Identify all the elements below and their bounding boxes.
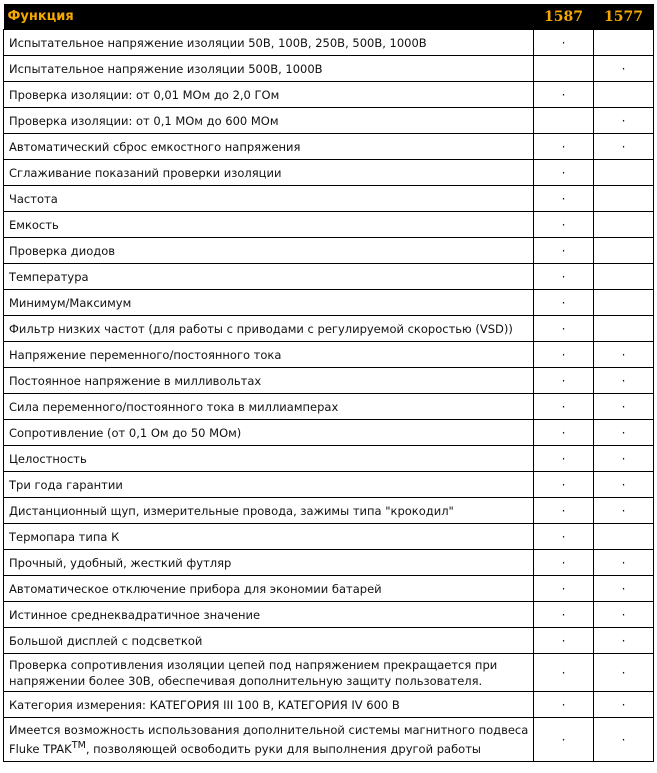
feature-name: Сила переменного/постоянного тока в миллиамперах	[4, 394, 534, 420]
availability-1577: ·	[594, 420, 654, 446]
availability-1587	[534, 56, 594, 82]
availability-1587: ·	[534, 368, 594, 394]
feature-name: Частота	[4, 186, 534, 212]
availability-1577: ·	[594, 692, 654, 718]
availability-1587	[534, 108, 594, 134]
availability-1577: ·	[594, 108, 654, 134]
availability-1577	[594, 316, 654, 342]
availability-1577: ·	[594, 576, 654, 602]
table-row	[4, 472, 654, 498]
availability-1587: ·	[534, 160, 594, 186]
table-row	[4, 56, 654, 82]
feature-comparison-table	[3, 4, 654, 762]
availability-1577	[594, 238, 654, 264]
table-row	[4, 576, 654, 602]
availability-1577: ·	[594, 368, 654, 394]
table-row	[4, 368, 654, 394]
table-row	[4, 238, 654, 264]
availability-1577: ·	[594, 342, 654, 368]
feature-name: Проверка сопротивления изоляции цепей под напряжением прекращается при напряжении более 30В, обеспечивая дополнительную защиту пользователя.	[4, 654, 534, 692]
feature-name: Дистанционный щуп, измерительные провода, зажимы типа "крокодил"	[4, 498, 534, 524]
availability-1587: ·	[534, 394, 594, 420]
feature-name: Проверка диодов	[4, 238, 534, 264]
table-row	[4, 82, 654, 108]
feature-name: Минимум/Максимум	[4, 290, 534, 316]
table-row	[4, 264, 654, 290]
availability-1577: ·	[594, 602, 654, 628]
table-row	[4, 394, 654, 420]
table-row	[4, 718, 654, 762]
availability-1587: ·	[534, 238, 594, 264]
availability-1577	[594, 290, 654, 316]
table-header-row	[4, 4, 654, 30]
availability-1587: ·	[534, 576, 594, 602]
availability-1587: ·	[534, 718, 594, 762]
table-row	[4, 498, 654, 524]
availability-1587: ·	[534, 186, 594, 212]
feature-name: Автоматическое отключение прибора для экономии батарей	[4, 576, 534, 602]
availability-1577: ·	[594, 134, 654, 160]
feature-name: Большой дисплей с подсветкой	[4, 628, 534, 654]
availability-1587: ·	[534, 342, 594, 368]
availability-1587: ·	[534, 290, 594, 316]
availability-1577	[594, 30, 654, 56]
table-row	[4, 212, 654, 238]
availability-1587: ·	[534, 550, 594, 576]
availability-1577: ·	[594, 446, 654, 472]
availability-1587: ·	[534, 628, 594, 654]
table-row	[4, 550, 654, 576]
feature-name: Напряжение переменного/постоянного тока	[4, 342, 534, 368]
feature-name: Сопротивление (от 0,1 Ом до 50 МОм)	[4, 420, 534, 446]
table-row	[4, 134, 654, 160]
feature-name: Проверка изоляции: от 0,01 МОм до 2,0 ГОм	[4, 82, 534, 108]
feature-name: Фильтр низких частот (для работы с приводами с регулируемой скоростью (VSD))	[4, 316, 534, 342]
table-row	[4, 30, 654, 56]
feature-name: Испытательное напряжение изоляции 500В, 1000В	[4, 56, 534, 82]
availability-1577	[594, 264, 654, 290]
availability-1587: ·	[534, 692, 594, 718]
feature-name: Проверка изоляции: от 0,1 МОм до 600 МОм	[4, 108, 534, 134]
availability-1577	[594, 524, 654, 550]
availability-1577: ·	[594, 550, 654, 576]
feature-name: Сглаживание показаний проверки изоляции	[4, 160, 534, 186]
feature-name: Температура	[4, 264, 534, 290]
availability-1587: ·	[534, 212, 594, 238]
table-row	[4, 290, 654, 316]
feature-name	[4, 718, 534, 762]
feature-name-part: , позволяющей освободить руки для выполнения другой работы	[85, 741, 481, 756]
feature-name: Испытательное напряжение изоляции 50В, 100В, 250В, 500В, 1000В	[4, 30, 534, 56]
availability-1577: ·	[594, 56, 654, 82]
table-row	[4, 316, 654, 342]
trademark-sup: TM	[71, 740, 86, 752]
table-row	[4, 628, 654, 654]
availability-1587: ·	[534, 602, 594, 628]
availability-1577: ·	[594, 394, 654, 420]
table-row	[4, 420, 654, 446]
availability-1587: ·	[534, 498, 594, 524]
availability-1577: ·	[594, 472, 654, 498]
table-row	[4, 108, 654, 134]
header-model-1577: 1577	[594, 4, 654, 30]
feature-name: Автоматический сброс емкостного напряжения	[4, 134, 534, 160]
feature-name: Три года гарантии	[4, 472, 534, 498]
availability-1577: ·	[594, 628, 654, 654]
table-row	[4, 602, 654, 628]
table-row	[4, 186, 654, 212]
availability-1587: ·	[534, 30, 594, 56]
feature-name: Истинное среднеквадратичное значение	[4, 602, 534, 628]
availability-1577	[594, 186, 654, 212]
availability-1577: ·	[594, 654, 654, 692]
availability-1577: ·	[594, 718, 654, 762]
feature-name: Категория измерения: КАТЕГОРИЯ III 100 В, КАТЕГОРИЯ IV 600 В	[4, 692, 534, 718]
feature-name: Емкость	[4, 212, 534, 238]
table-row	[4, 524, 654, 550]
availability-1587: ·	[534, 264, 594, 290]
availability-1577	[594, 212, 654, 238]
header-function: Функция	[4, 4, 534, 30]
availability-1577: ·	[594, 498, 654, 524]
feature-name: Целостность	[4, 446, 534, 472]
table-row	[4, 342, 654, 368]
table-row	[4, 692, 654, 718]
availability-1577	[594, 160, 654, 186]
availability-1587: ·	[534, 316, 594, 342]
feature-name: Постоянное напряжение в милливольтах	[4, 368, 534, 394]
table-row	[4, 446, 654, 472]
feature-name: Термопара типа К	[4, 524, 534, 550]
table-row	[4, 160, 654, 186]
feature-name-part: Имеется возможность использования дополнительной системы магнитного подвеса Fluke TPAK	[9, 723, 529, 756]
feature-name: Прочный, удобный, жесткий футляр	[4, 550, 534, 576]
availability-1587: ·	[534, 472, 594, 498]
availability-1587: ·	[534, 524, 594, 550]
availability-1587: ·	[534, 82, 594, 108]
header-model-1587: 1587	[534, 4, 594, 30]
availability-1587: ·	[534, 134, 594, 160]
table-row	[4, 654, 654, 692]
availability-1587: ·	[534, 446, 594, 472]
availability-1577	[594, 82, 654, 108]
availability-1587: ·	[534, 654, 594, 692]
availability-1587: ·	[534, 420, 594, 446]
